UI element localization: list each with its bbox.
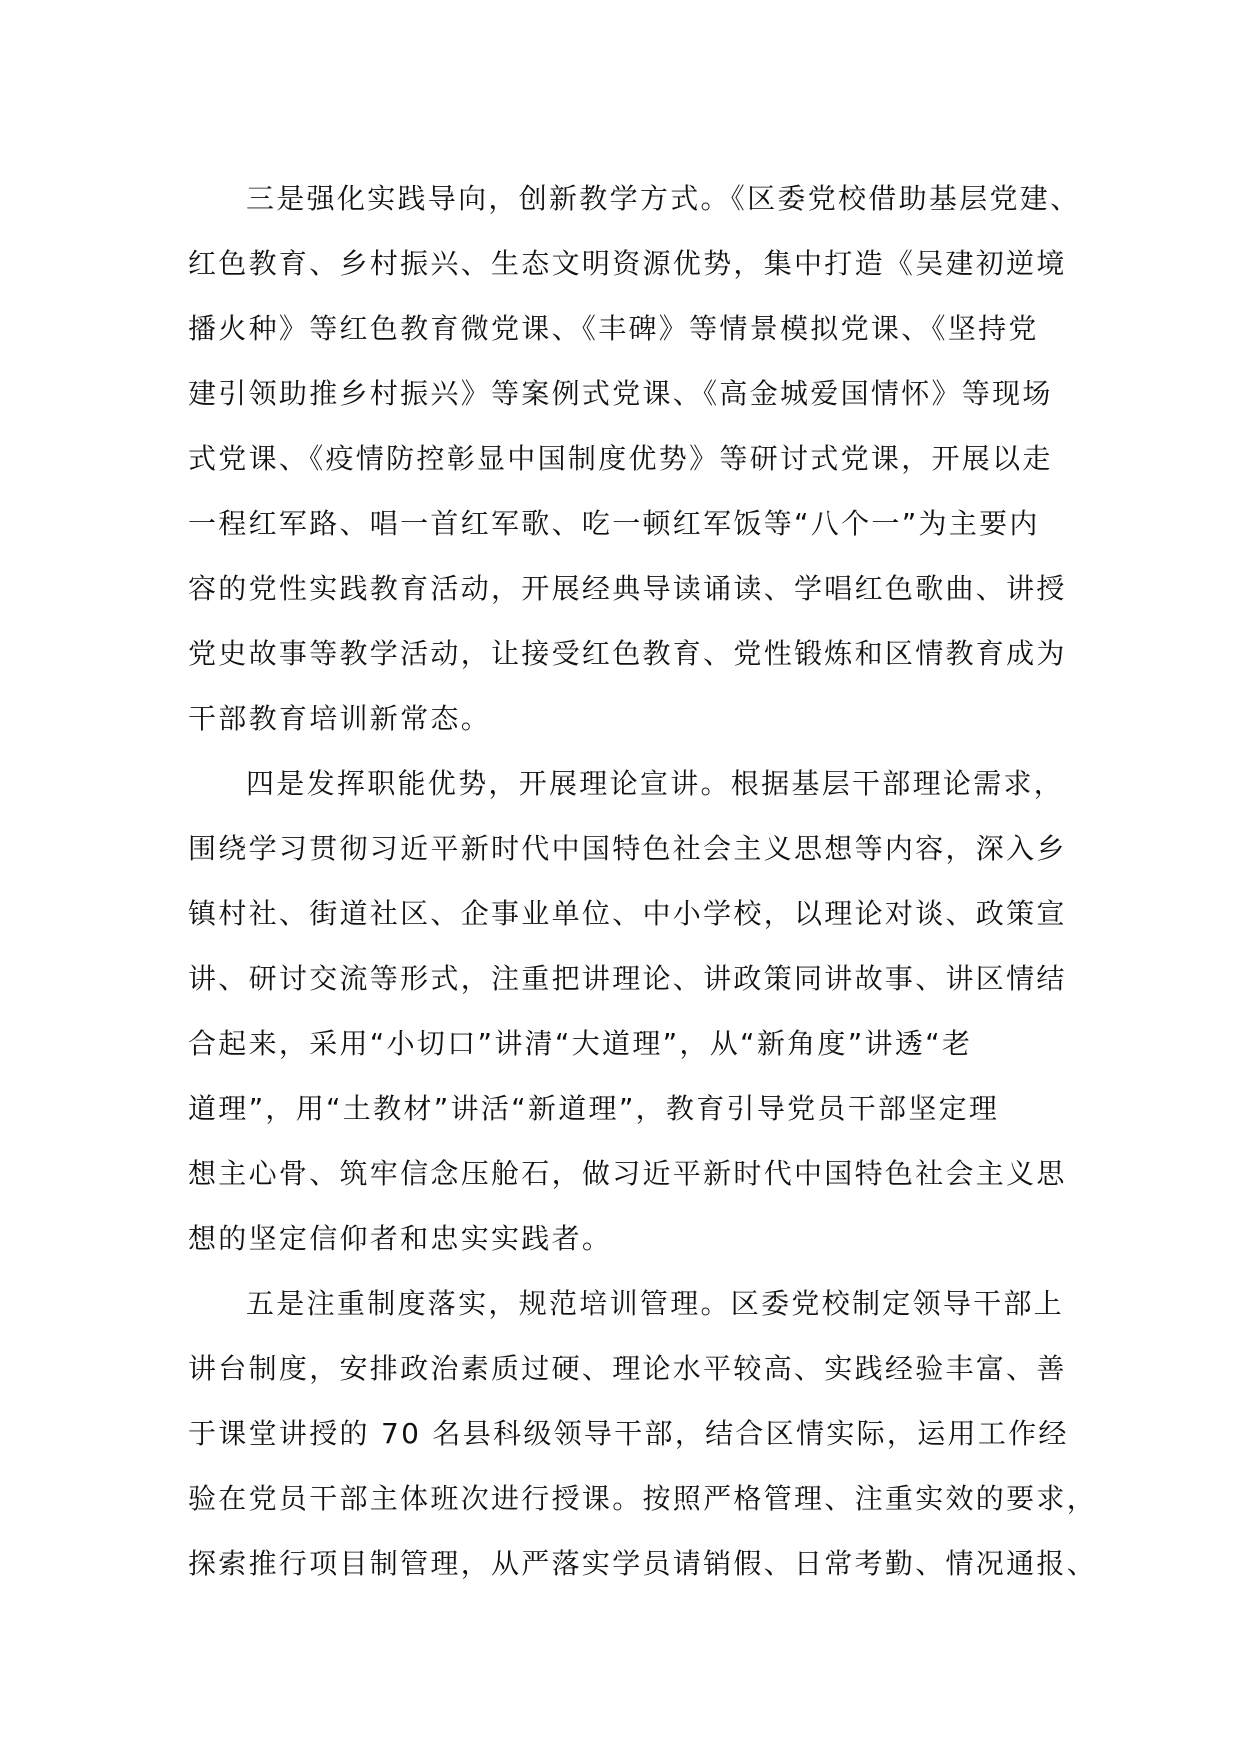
paragraph-line: 验在党员干部主体班次进行授课。按照严格管理、注重实效的要求， bbox=[188, 1482, 1098, 1515]
paragraph-line: 干部教育培训新常态。 bbox=[188, 702, 492, 735]
paragraph-line: 党史故事等教学活动，让接受红色教育、党性锻炼和区情教育成为 bbox=[188, 637, 1067, 670]
body-text bbox=[188, 166, 1098, 1596]
paragraph-theory-lectures bbox=[188, 751, 1084, 1271]
paragraph-line: 道理”，用“土教材”讲活“新道理”，教育引导党员干部坚定理 bbox=[188, 1092, 1000, 1125]
paragraph-line: 镇村社、街道社区、企事业单位、中小学校，以理论对谈、政策宣 bbox=[188, 897, 1067, 930]
paragraph-line: 容的党性实践教育活动，开展经典导读诵读、学唱红色歌曲、讲授 bbox=[188, 572, 1067, 605]
paragraph-line: 四是发挥职能优势，开展理论宣讲。根据基层干部理论需求， bbox=[246, 767, 1065, 800]
paragraph-line: 讲台制度，安排政治素质过硬、理论水平较高、实践经验丰富、善 bbox=[188, 1352, 1067, 1385]
paragraph-line: 探索推行项目制管理，从严落实学员请销假、日常考勤、情况通报、 bbox=[188, 1547, 1098, 1580]
paragraph-line: 想主心骨、筑牢信念压舱石，做习近平新时代中国特色社会主义思 bbox=[188, 1157, 1067, 1190]
paragraph-line: 建引领助推乡村振兴》等案例式党课、《高金城爱国情怀》等现场 bbox=[188, 377, 1053, 410]
paragraph-line: 于课堂讲授的 70 名县科级领导干部，结合区情实际，运用工作经 bbox=[188, 1417, 1069, 1450]
paragraph-line: 红色教育、乡村振兴、生态文明资源优势，集中打造《吴建初逆境 bbox=[188, 247, 1067, 280]
paragraph-line: 三是强化实践导向，创新教学方式。《区委党校借助基层党建、 bbox=[246, 182, 1081, 215]
paragraph-line: 式党课、《疫情防控彰显中国制度优势》等研讨式党课，开展以走 bbox=[188, 442, 1053, 475]
paragraph-line: 播火种》等红色教育微党课、《丰碑》等情景模拟党课、《坚持党 bbox=[188, 312, 1039, 345]
paragraph-training-management bbox=[188, 1271, 1098, 1596]
paragraph-line: 围绕学习贯彻习近平新时代中国特色社会主义思想等内容，深入乡 bbox=[188, 832, 1067, 865]
paragraph-practice-orientation bbox=[188, 166, 1084, 751]
paragraph-line: 讲、研讨交流等形式，注重把讲理论、讲政策同讲故事、讲区情结 bbox=[188, 962, 1067, 995]
paragraph-line: 合起来，采用“小切口”讲清“大道理”，从“新角度”讲透“老 bbox=[188, 1027, 973, 1060]
paragraph-line: 想的坚定信仰者和忠实实践者。 bbox=[188, 1222, 613, 1255]
paragraph-line: 五是注重制度落实，规范培训管理。区委党校制定领导干部上 bbox=[246, 1287, 1065, 1320]
paragraph-line: 一程红军路、唱一首红军歌、吃一顿红军饭等“八个一”为主要内 bbox=[188, 507, 1040, 540]
